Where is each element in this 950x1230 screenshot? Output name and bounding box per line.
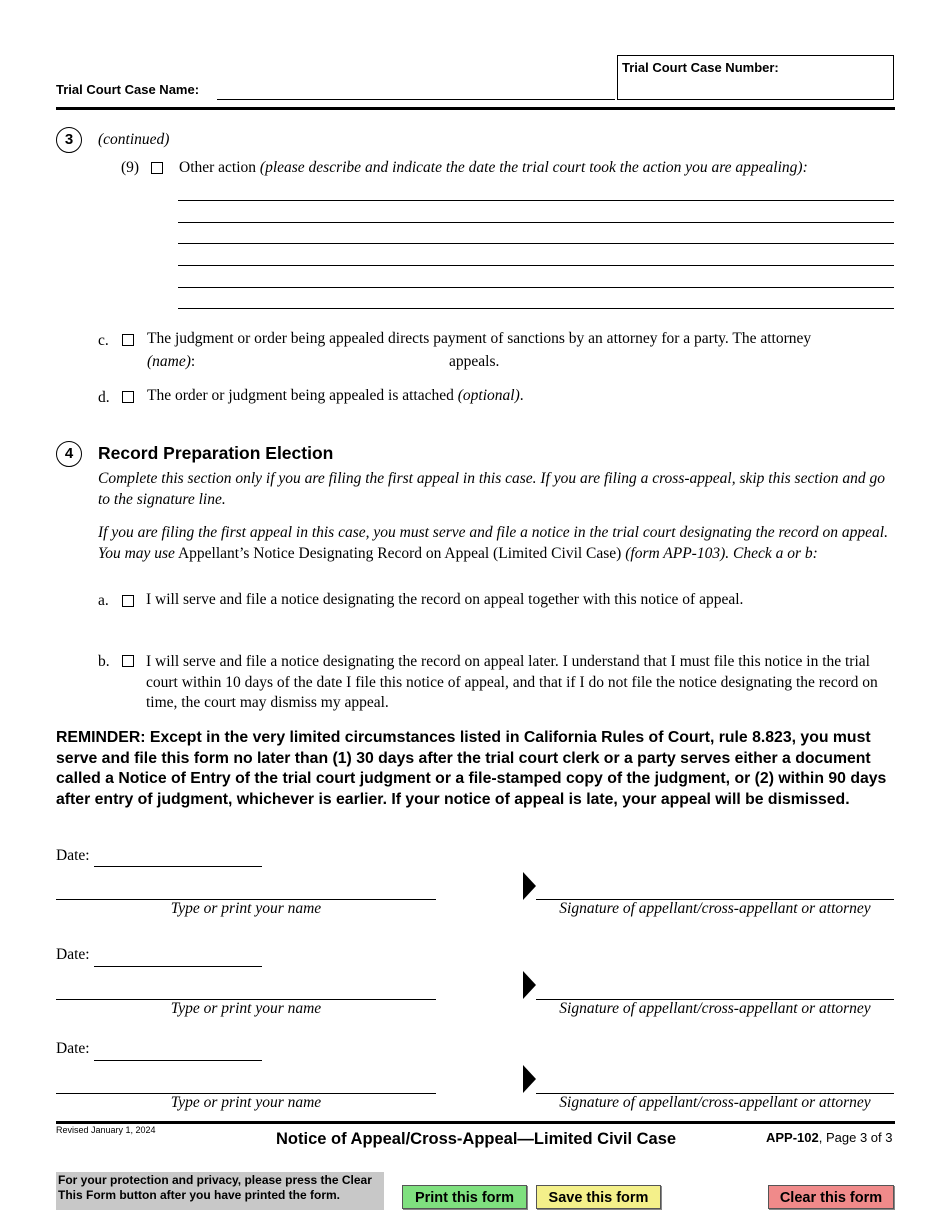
item-d-label: The order or judgment being appealed is attached: [147, 387, 454, 404]
section-4-paragraph: [98, 522, 898, 564]
section-4-para-a: If you are filing the first appeal in this case, you must serve and file a notice in the trial court designating the record on appeal. You may use: [98, 524, 888, 562]
other-action-line-2[interactable]: [178, 222, 894, 223]
item-9-checkbox[interactable]: [151, 162, 163, 174]
section-4-intro: Complete this section only if you are filing the first appeal in this case. If you are filing a cross-appeal, skip this section and go to the signature line.: [98, 470, 885, 508]
item-4a-letter: a.: [98, 592, 109, 609]
page-number: , Page 3 of 3: [818, 1130, 893, 1145]
date-label-3: Date:: [56, 1040, 90, 1057]
signature-arrow-3: [523, 1065, 536, 1093]
item-d-checkbox[interactable]: [122, 391, 134, 403]
item-4a-checkbox[interactable]: [122, 595, 134, 607]
date-field-3[interactable]: [94, 1060, 262, 1061]
signature-label-1: Signature of appellant/cross-appellant or attorney: [559, 900, 871, 917]
other-action-line-6[interactable]: [178, 308, 894, 309]
item-d-text: [147, 387, 524, 405]
item-4b-checkbox[interactable]: [122, 655, 134, 667]
item-9-label: Other action: [179, 159, 257, 176]
signature-arrow-1: [523, 872, 536, 900]
name-label-2: Type or print your name: [170, 1000, 322, 1017]
section-3-continued: (continued): [98, 131, 170, 148]
item-4a-text: I will serve and file a notice designating the record on appeal together with this notice of appeal.: [146, 591, 744, 608]
item-c-letter: c.: [98, 332, 109, 349]
signature-arrow-2: [523, 971, 536, 999]
form-id: [766, 1130, 892, 1145]
date-field-2[interactable]: [94, 966, 262, 967]
name-label-3: Type or print your name: [170, 1094, 322, 1111]
item-c-appeals: appeals.: [449, 353, 500, 370]
signature-label-3: Signature of appellant/cross-appellant or attorney: [559, 1094, 871, 1111]
item-9-number: (9): [121, 159, 140, 176]
item-4b-text: I will serve and file a notice designating the record on appeal later. I understand that I must file this notice in the trial court within 10 days of the date I file this notice of appeal, and that if I do not file the notice designating the record on time, the court may dismiss my appeal.: [146, 653, 878, 711]
case-number-box[interactable]: [617, 55, 894, 100]
item-c-name-line: [147, 353, 195, 371]
print-form-button[interactable]: Print this form: [402, 1185, 527, 1209]
case-name-field[interactable]: [217, 99, 615, 100]
item-4b-letter: b.: [98, 653, 110, 670]
section-4-para-b: (form APP-103). Check a or b:: [625, 545, 818, 562]
date-field-1[interactable]: [94, 866, 262, 867]
privacy-notice: For your protection and privacy, please press the Clear This Form button after you have printed the form.: [56, 1172, 384, 1210]
other-action-line-4[interactable]: [178, 265, 894, 266]
item-c-name-label: (name): [147, 353, 191, 370]
attorney-name-field[interactable]: [205, 352, 443, 372]
clear-form-button[interactable]: Clear this form: [768, 1185, 894, 1209]
signature-label-2: Signature of appellant/cross-appellant or attorney: [559, 1000, 871, 1017]
item-9-text: [179, 159, 808, 177]
date-label-1: Date:: [56, 847, 90, 864]
form-title: Notice of Appeal/Cross-Appeal—Limited Civil Case: [276, 1130, 677, 1148]
item-c-text: The judgment or order being appealed directs payment of sanctions by an attorney for a party. The attorney: [147, 330, 812, 347]
date-label-2: Date:: [56, 946, 90, 963]
item-c-checkbox[interactable]: [122, 334, 134, 346]
item-c-name-colon: :: [190, 353, 196, 370]
name-label-1: Type or print your name: [170, 900, 322, 917]
form-id-code: APP-102: [766, 1130, 819, 1145]
other-action-line-5[interactable]: [178, 287, 894, 288]
item-9-instruction: (please describe and indicate the date the trial court took the action you are appealing):: [259, 159, 808, 176]
save-form-button[interactable]: Save this form: [536, 1185, 661, 1209]
revised-date: Revised January 1, 2024: [56, 1125, 156, 1135]
header-rule: [56, 107, 895, 110]
section-4-number: 4: [56, 441, 82, 467]
footer-rule: [56, 1121, 895, 1124]
item-d-letter: d.: [98, 389, 110, 406]
other-action-line-1[interactable]: [178, 200, 894, 201]
item-d-optional: (optional): [457, 387, 520, 404]
case-number-label: Trial Court Case Number:: [622, 60, 779, 75]
section-4-title: Record Preparation Election: [98, 443, 334, 463]
case-name-label: Trial Court Case Name:: [56, 82, 200, 97]
reminder-text: REMINDER: Except in the very limited circumstances listed in California Rules of Court, rule 8.823, you must serve and file this form no later than (1) 30 days after the trial court clerk or a party serves either a document called a Notice of Entry of the trial court judgment or a file-stamped copy of the judgment, or (2) within 90 days after entry of judgment, whichever is earlier. If your notice of appeal is late, your appeal will be dismissed.: [56, 729, 887, 808]
other-action-line-3[interactable]: [178, 243, 894, 244]
item-d-period: .: [519, 387, 524, 404]
section-3-number: 3: [56, 127, 82, 153]
section-4-form-name: Appellant’s Notice Designating Record on Appeal (Limited Civil Case): [177, 545, 622, 562]
